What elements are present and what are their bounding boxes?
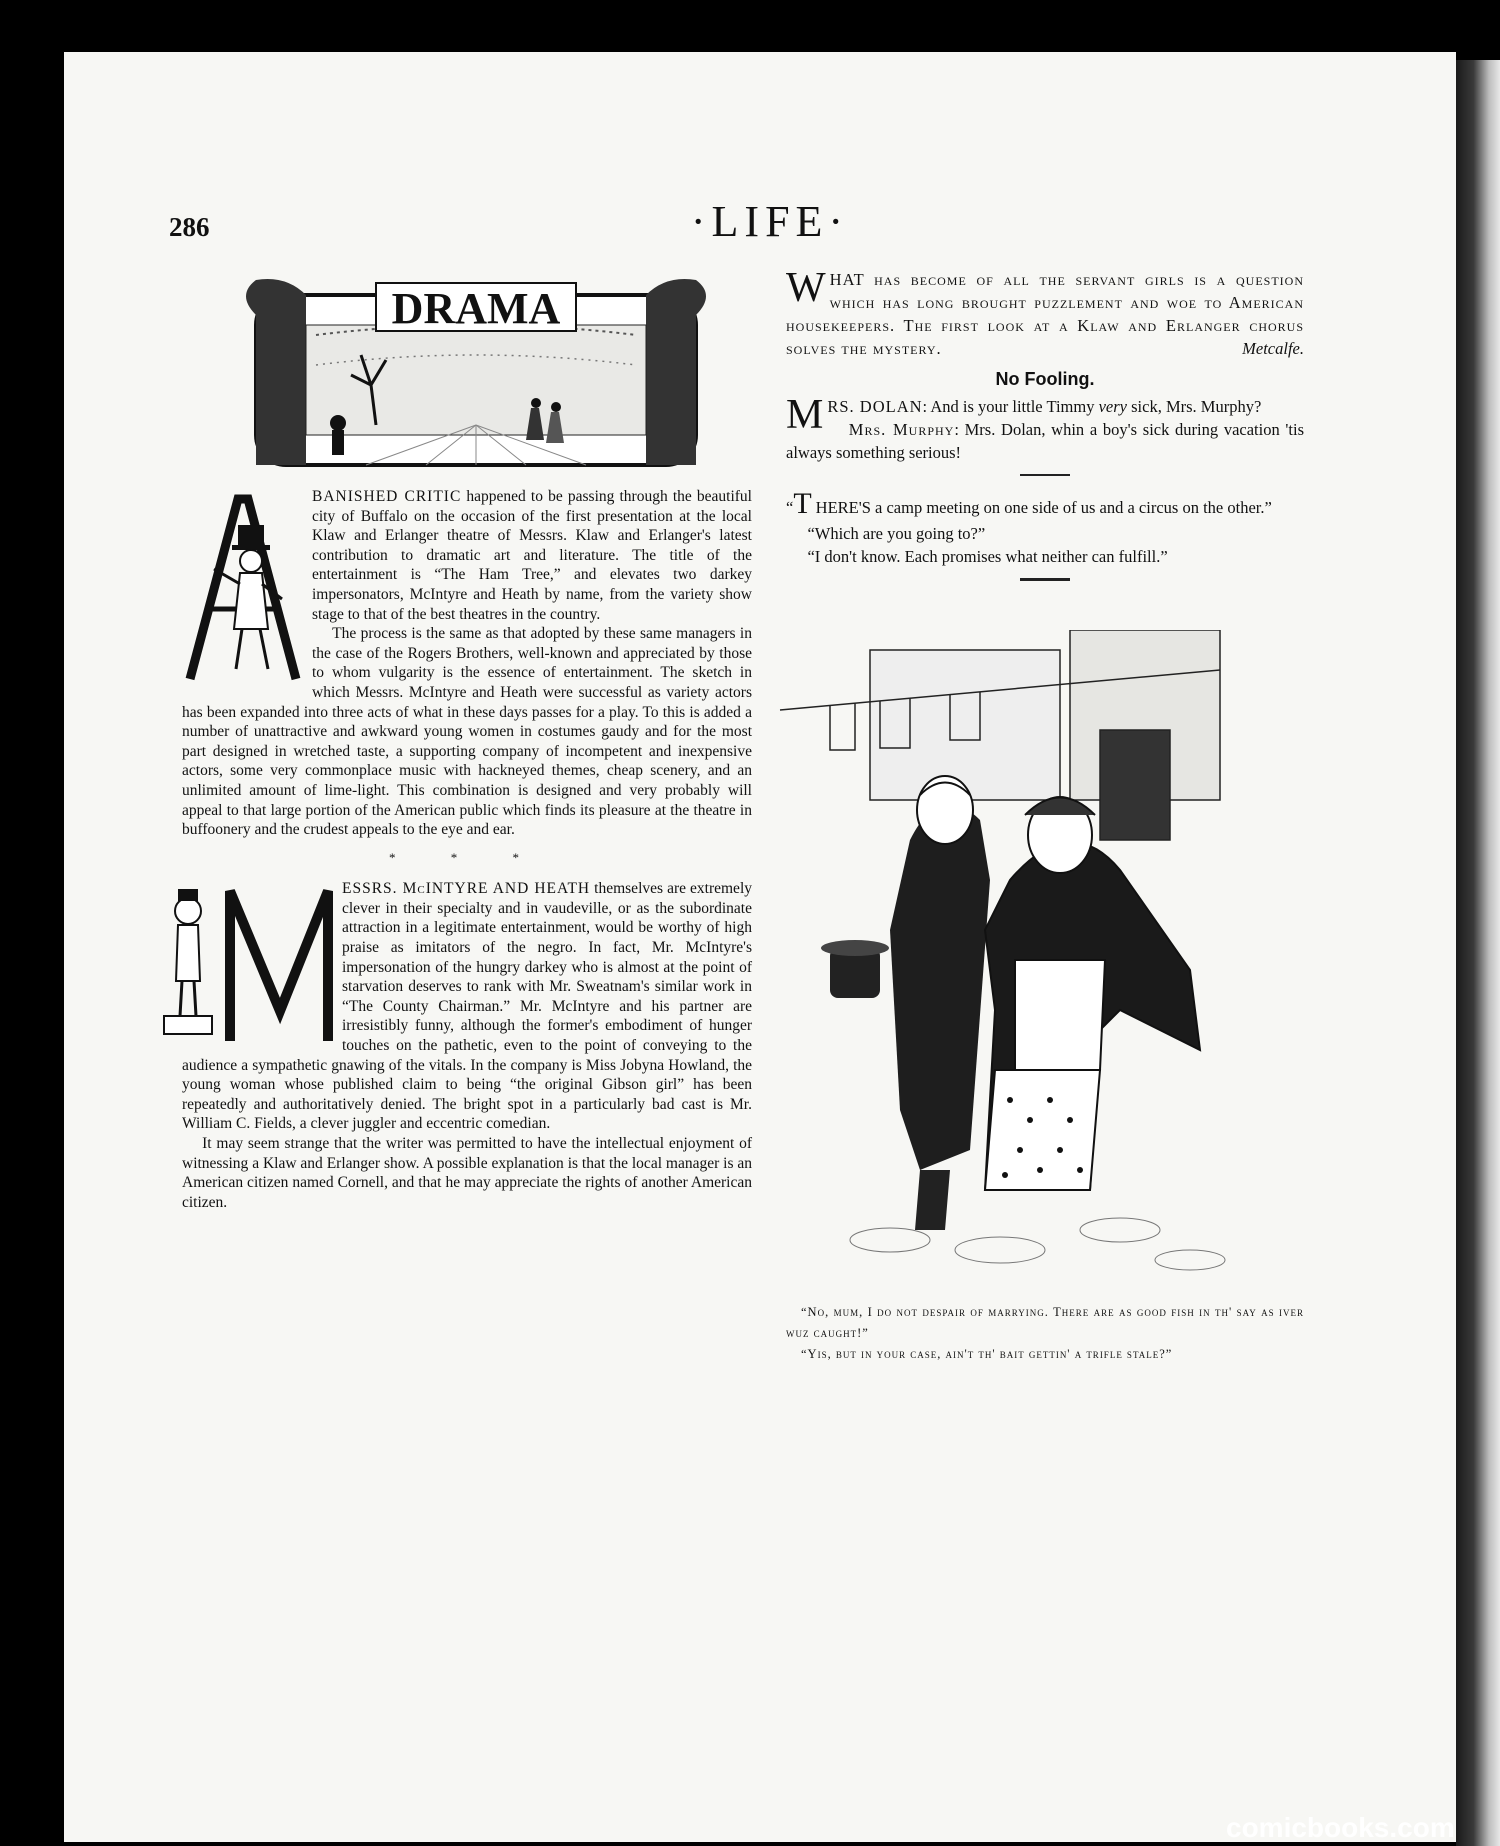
servant-signature: Metcalfe. bbox=[1242, 339, 1304, 358]
article1-lead: BANISHED CRITIC bbox=[312, 488, 462, 505]
dolan-line bbox=[786, 392, 1304, 438]
article1-p1-text: happened to be passing through the beautiful city of Buffalo on the occasion of the first presentation at the local Klaw and Erlanger theatre of Messrs. Klaw and Erlanger's latest contribution to dramatic art and literature. The title of the entertainment is “The Ham Tree,” and elevates two darkey impersonators, McIntyre and Heath by name, from the variety show stage to that of the best theatres in the country. bbox=[312, 488, 752, 623]
camp-line1 bbox=[786, 486, 1304, 522]
banner-title: DRAMA bbox=[391, 284, 561, 333]
drop-cap-a-illustration bbox=[182, 489, 304, 685]
no-fooling-heading: No Fooling. bbox=[995, 369, 1095, 389]
article1-paragraph2: The process is the same as that adopted by these same managers in the case of the Rogers Brothers, well-known and appreciated by those to whom vulgarity is the essence of entertainment. The sketch in which Messrs. McIntyre and Heath were successful as variety actors has been expanded into three acts of what in these days passes for a play. To this is added a number of unattractive and awkward young women in costumes gaudy and for the most part designed in wretched taste, a supporting company of incompetent and inexpensive actors, some very commonplace music with hackneyed themes, cheap scenery, and an unlimited amount of lime-light. This combination is designed and very probably will appeal to that large portion of the American public which finds its pleasure at the theatre in buffoonery and the crudest appeals to the eye and ear. bbox=[182, 625, 752, 839]
dolan-speaker: RS. DOLAN bbox=[827, 397, 923, 416]
dolan-text-end: sick, Mrs. Murphy? bbox=[1127, 397, 1262, 416]
cartoon-caption bbox=[786, 1302, 1304, 1365]
murphy-text: : Mrs. Dolan, whin a boy's sick during vacation 'tis always something serious! bbox=[786, 420, 1304, 462]
watermark: comicbooks.com bbox=[1226, 1812, 1455, 1843]
right-column bbox=[786, 265, 1304, 591]
camp-open-quote: “ bbox=[786, 498, 794, 517]
divider-rule bbox=[1020, 578, 1070, 581]
article2-paragraph2: It may seem strange that the writer was permitted to have the intellectual enjoyment of witnessing a Klaw and Erlanger show. A possible explanation is that the local manager is an American citizen named Cornell, and that he may appreciate the rights of another American citizen. bbox=[182, 1135, 752, 1211]
servant-initial: W bbox=[786, 265, 826, 311]
section-stars: * * * bbox=[389, 849, 545, 865]
drop-cap-m-illustration bbox=[158, 881, 334, 1047]
servant-text: HAT has become of all the servant girls is a question which has long brought puzzlement and woe to American housekeepers. The first look at a Klaw and Erlanger chorus solves the mystery. bbox=[786, 270, 1304, 358]
camp-text1: HERE'S a camp meeting on one side of us and a circus on the other.” bbox=[815, 498, 1272, 517]
dolan-emphasis: very bbox=[1098, 397, 1127, 416]
caption-line2: “Yis, but in your case, ain't th' bait gettin' a trifle stale?” bbox=[801, 1347, 1173, 1361]
caption-line1: “No, mum, I do not despair of marrying. There are as good fish in th' say as iver wuz caught!” bbox=[786, 1305, 1304, 1340]
camp-initial: T bbox=[793, 487, 812, 520]
drama-banner-illustration bbox=[226, 275, 726, 475]
dolan-text: : And is your little Timmy bbox=[922, 397, 1099, 416]
binding-spine bbox=[1456, 60, 1500, 1846]
masthead: ·LIFE· bbox=[690, 197, 850, 246]
camp-line2: “Which are you going to?” bbox=[807, 524, 986, 543]
divider-rule bbox=[1020, 474, 1070, 476]
page-number: 286 bbox=[169, 212, 210, 242]
cartoon-illustration bbox=[770, 630, 1270, 1290]
murphy-line bbox=[786, 418, 1304, 464]
dolan-initial: M bbox=[786, 392, 824, 438]
article2-p1-text: themselves are extremely clever in their specialty and in vaudeville, or as the subordinate attraction in a legitimate entertainment, would be worthy of high praise as imitators of the negro. In fact, Mr. McIntyre's impersonation of the hungry darkey who is almost at the point of starvation deserves to rank with Mr. Sweatnam's similar work in “The County Chairman.” Mr. McIntyre and his partner are irresistibly funny, although the former's embodiment of hunger touches on the pathetic, even to the point of conveying to the audience a sympathetic gnawing of the vitals. In the company is Miss Jobyna Howland, the young woman whose published claim to being “the original Gibson girl” has been repeatedly and authoritatively denied. The bright spot in a particularly bad cast is Mr. William C. Fields, a clever juggler and eccentric comedian. bbox=[182, 880, 752, 1133]
camp-line3: “I don't know. Each promises what neither can fulfill.” bbox=[807, 547, 1168, 566]
article2-lead: ESSRS. McINTYRE AND HEATH bbox=[342, 880, 591, 898]
murphy-speaker: Mrs. Murphy bbox=[848, 420, 955, 439]
drama-column bbox=[182, 275, 752, 1212]
